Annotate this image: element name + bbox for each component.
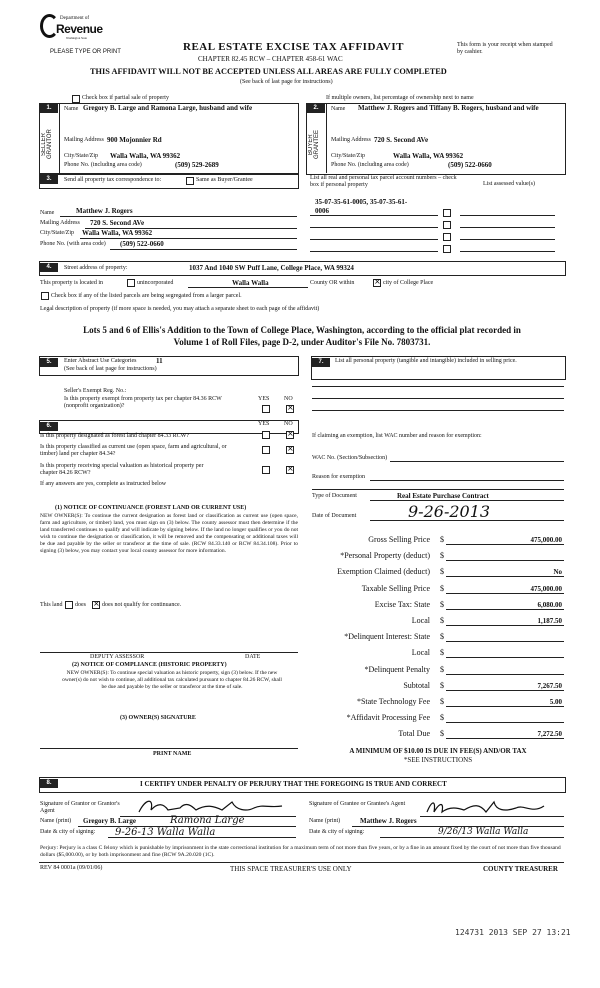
same-as-buyer-label: Same as Buyer/Grantee <box>196 177 253 183</box>
seller-phone-label: Phone No. (including area code) <box>64 162 142 168</box>
current-use-no-checkbox[interactable] <box>286 446 294 454</box>
notice2-title: (2) NOTICE OF COMPLIANCE (HISTORIC PROPERTY) <box>72 662 227 668</box>
segregated-label: Check box if any of the listed parcels are being segregated from a larger parcel. <box>51 293 242 299</box>
calc-underline <box>446 738 564 739</box>
grantor-date-value: 9-26-13 Walla Walla <box>115 827 216 838</box>
unincorporated-label: unincorporated <box>137 280 174 286</box>
section7-number: 7. <box>312 358 330 367</box>
calc-underline <box>446 674 564 675</box>
form-title: REAL ESTATE EXCISE TAX AFFIDAVIT <box>183 41 404 53</box>
does-not-label: does not qualify for continuance. <box>102 602 182 608</box>
reason-label: Reason for exemption <box>312 474 365 480</box>
forest-no-checkbox[interactable] <box>286 431 294 439</box>
section2-number: 2. <box>307 104 325 113</box>
calc-label: Gross Selling Price <box>368 535 430 544</box>
abstract-value: 11 <box>156 357 163 365</box>
calc-value: 1,187.50 <box>537 617 562 625</box>
notice1-title: (1) NOTICE OF CONTINUANCE (FOREST LAND OR CURRENT USE) <box>55 505 247 511</box>
calc-underline <box>446 706 564 707</box>
calc-label: *Delinquent Penalty <box>364 665 430 674</box>
doc-date-label: Date of Document <box>312 513 357 519</box>
does-not-checkbox[interactable] <box>92 601 100 609</box>
grantor-name-hand: Ramona Large <box>170 815 245 826</box>
buyer-phone-label: Phone No. (including area code) <box>331 162 409 168</box>
seller-mailing-value: 900 Mojonnier Rd <box>107 136 162 144</box>
calc-underline <box>446 544 564 545</box>
calc-underline <box>446 657 564 658</box>
buyer-mailing-value: 720 S. Second AVe <box>374 136 429 144</box>
multiple-owners-label: If multiple owners, list percentage of ownership next to name <box>326 95 474 101</box>
deputy-assessor: DEPUTY ASSESSOR <box>90 654 145 660</box>
calc-underline <box>446 576 564 577</box>
section6-yes: YES <box>258 421 270 427</box>
calc-value: 5.00 <box>549 698 562 706</box>
buyer-mailing-label: Mailing Address <box>331 137 371 143</box>
section6-no: NO <box>284 421 293 427</box>
calc-underline <box>446 641 564 642</box>
calc-label: Subtotal <box>403 681 430 690</box>
buyer-phone-value: (509) 522-0660 <box>448 161 492 169</box>
calc-currency: $ <box>440 665 444 674</box>
buyer-city-value: Walla Walla, WA 99362 <box>393 152 464 160</box>
calc-currency: $ <box>440 616 444 625</box>
calc-currency: $ <box>440 648 444 657</box>
doc-type-value: Real Estate Purchase Contract <box>397 492 489 500</box>
calc-currency: $ <box>440 681 444 690</box>
this-land-label: This land <box>40 602 63 608</box>
grantor-name-value: Gregory B. Large <box>83 817 136 825</box>
calc-label: Excise Tax: State <box>374 600 430 609</box>
seller-mailing-label: Mailing Address <box>64 137 104 143</box>
doc-type-label: Type of Document <box>312 493 357 499</box>
minimum-note: A MINIMUM OF $10.00 IS DUE IN FEE(S) AND/OR TAX <box>349 747 527 755</box>
taxpayer-phone-value: (509) 522-0660 <box>120 240 164 248</box>
historic-yes-checkbox[interactable] <box>262 466 270 474</box>
calc-value: 7,267.50 <box>537 682 562 690</box>
calc-underline <box>446 609 564 610</box>
notice1-text: NEW OWNER(S): To continue the current designation as forest land or classification as current use (open space, farm and agriculture, or timber) land, you must sign on (3) below. The county assessor must then determine if the land transferred continues to qualify and will indicate by signing below. If the land no longer qualifies or you do not wish to continue the designation or classification, it will be removed and the compensating or additional taxes will be due and payable by the seller or transferor at the time of sale. (RCW 84.33.140 or RCW 84.34.108). Prior to signing (3) below, you may contact your local county assessor for more information. <box>40 513 298 554</box>
section5-yes: YES <box>258 396 270 402</box>
taxpayer-name-value: Matthew J. Rogers <box>76 207 133 215</box>
calc-label: *Affidavit Processing Fee <box>346 713 430 722</box>
calc-value: 6,080.00 <box>537 601 562 609</box>
unincorporated-checkbox[interactable] <box>127 279 135 287</box>
historic-no-checkbox[interactable] <box>286 466 294 474</box>
parcel-value-1: 35-07-35-61-0005, 35-07-35-61- <box>315 198 408 206</box>
if-yes-note: If any answers are yes, complete as instructed below <box>40 481 167 487</box>
seller-name-value: Gregory B. Large and Ramona Large, husband and wife <box>83 104 253 112</box>
grantor-sig-label: Signature of Grantor or Grantor's Agent <box>40 801 120 814</box>
dor-logo <box>40 12 104 42</box>
taxpayer-mailing-value: 720 S. Second AVe <box>90 219 145 227</box>
forest-yes-checkbox[interactable] <box>262 431 270 439</box>
taxpayer-phone-label: Phone No. (with area code) <box>40 241 106 247</box>
taxpayer-mailing-label: Mailing Address <box>40 220 80 226</box>
grantor-date-label: Date & city of signing: <box>40 829 96 835</box>
parcel-heading: List all real and personal tax parcel account numbers – check box if personal property <box>310 175 457 188</box>
form-number: REV 84 0001a (09/01/06) <box>40 865 103 871</box>
current-use-question: Is this property classified as current use (open space, farm and agricultural, or timber) land per chapter 84.34? <box>40 444 227 457</box>
forest-question: Is this property designated as forest land chapter 84.33 RCW? <box>40 433 189 439</box>
parcel-checkbox-4[interactable] <box>443 245 451 253</box>
form-warning: THIS AFFIDAVIT WILL NOT BE ACCEPTED UNLESS ALL AREAS ARE FULLY COMPLETED <box>90 67 447 76</box>
within-city-checkbox[interactable] <box>373 279 381 287</box>
calc-currency: $ <box>440 600 444 609</box>
see-instructions: *SEE INSTRUCTIONS <box>403 756 473 764</box>
street-label: Street address of property: <box>64 265 128 271</box>
calc-value: No <box>553 568 562 576</box>
assessed-heading: List assessed value(s) <box>483 181 535 187</box>
seller-side-label: SELLER GRANTOR <box>41 129 53 160</box>
current-use-yes-checkbox[interactable] <box>262 446 270 454</box>
print-name-label: PRINT NAME <box>153 751 192 757</box>
certify-statement: I CERTIFY UNDER PENALTY OF PERJURY THAT THE FOREGOING IS TRUE AND CORRECT <box>140 780 447 788</box>
city-label: city of College Place <box>383 280 434 286</box>
buyer-name-label: Name <box>331 106 346 112</box>
exempt-question: Is this property exempt from property tax per chapter 84.36 RCW (nonprofit organization)? <box>64 396 222 409</box>
section4-number: 4. <box>40 263 58 272</box>
grantee-signature <box>424 798 554 823</box>
calc-label: *Delinquent Interest: State <box>344 632 430 641</box>
buyer-city-label: City/State/Zip <box>331 153 365 159</box>
parcel-checkbox-1[interactable] <box>443 209 451 217</box>
assessor-date: DATE <box>245 654 261 660</box>
logo-word: Revenue <box>56 22 103 36</box>
calc-label: Taxable Selling Price <box>361 584 430 593</box>
calc-underline <box>446 690 564 691</box>
calc-label: Exemption Claimed (deduct) <box>337 567 430 576</box>
calc-label: Local <box>411 648 430 657</box>
county-treasurer: COUNTY TREASURER <box>483 865 558 873</box>
calc-underline <box>446 560 564 561</box>
legal-label: Legal description of property (if more space is needed, you may attach a separate sheet to each page of the affidavit) <box>40 306 320 312</box>
section6-number: 6. <box>40 422 58 431</box>
street-value: 1037 And 1040 SW Puff Lane, College Place, WA 99324 <box>189 264 354 272</box>
logo-department: Department of <box>60 16 90 21</box>
grantee-sig-label: Signature of Grantee or Grantee's Agent <box>309 801 406 807</box>
wac-label: WAC No. (Section/Subsection) <box>312 455 388 461</box>
calc-currency: $ <box>440 729 444 738</box>
section5-no: NO <box>284 396 293 402</box>
calc-underline <box>446 625 564 626</box>
treasurer-only: THIS SPACE TREASURER'S USE ONLY <box>230 865 352 873</box>
calc-value: 475,000.00 <box>530 536 562 544</box>
seller-city-value: Walla Walla, WA 99362 <box>110 152 181 160</box>
calc-value: 475,000.00 <box>530 585 562 593</box>
calc-currency: $ <box>440 551 444 560</box>
taxpayer-city-label: City/State/Zip <box>40 230 74 236</box>
treasurer-stamp: 124731 2013 SEP 27 13:21 <box>455 928 571 937</box>
abstract-label: Enter Abstract Use Categories <box>64 358 137 364</box>
partial-sale-label: Check box if partial sale of property <box>82 95 169 101</box>
calc-currency: $ <box>440 584 444 593</box>
grantee-date-label: Date & city of signing: <box>309 829 365 835</box>
segregated-checkbox[interactable] <box>41 292 49 300</box>
buyer-side-label: BUYER GRANTEE <box>308 130 320 160</box>
calc-value: 7,272.50 <box>537 730 562 738</box>
calc-label: *State Technology Fee <box>356 697 430 706</box>
exempt-reg-label: Seller's Exempt Reg. No.: <box>64 388 127 394</box>
section1-number: 1. <box>40 104 58 113</box>
does-label: does <box>75 602 86 608</box>
county-or-within: County OR within <box>310 280 355 286</box>
exempt-yes-checkbox[interactable] <box>262 405 270 413</box>
section8-number: 8. <box>40 779 58 788</box>
historic-question: Is this property receiving special valuation as historical property per chapter 84.26 RCW? <box>40 463 204 476</box>
parcel-checkbox-3[interactable] <box>443 233 451 241</box>
located-label: This property is located in <box>40 280 103 286</box>
receipt-note: This form is your receipt when stamped by cashier. <box>457 42 553 55</box>
personal-property-label: List all personal property (tangible and intangible) included in selling price. <box>335 358 517 364</box>
notice2-text: NEW OWNER(S): To continue special valuation as historic property, sign (3) below. If the new owner(s) do not wish to continue, all additional tax calculated pursuant to chapter 84.26 RCW, shall be due and payable by the seller or transferor at the time of sale. <box>62 670 282 690</box>
section3-number: 3. <box>40 175 58 184</box>
grantee-name-label: Name (print) <box>309 818 341 824</box>
see-back: (See back of last page for instructions) <box>240 79 333 85</box>
calc-currency: $ <box>440 713 444 722</box>
does-checkbox[interactable] <box>65 601 73 609</box>
buyer-name-value: Matthew J. Rogers and Tiffany B. Rogers, husband and wife <box>358 104 539 112</box>
owner-signature-label: (3) OWNER(S) SIGNATURE <box>120 715 196 721</box>
please-type: PLEASE TYPE OR PRINT <box>50 49 121 55</box>
grantor-name-label: Name (print) <box>40 818 72 824</box>
taxpayer-city-value: Walla Walla, WA 99362 <box>82 229 153 237</box>
seller-name-label: Name <box>64 106 79 112</box>
calc-label: Local <box>411 616 430 625</box>
grantee-name-value: Matthew J. Rogers <box>360 817 417 825</box>
perjury-statement: Perjury: Perjury is a class C felony which is punishable by imprisonment in the state correctional institution for a maximum term of not more than five years, or by a fine in an amount fixed by the court of not more than five thousand dollars ($5,000.00), or by both imprisonment and fine (RCW 9A.20.020 (1C). <box>40 845 561 858</box>
parcel-checkbox-2[interactable] <box>443 221 451 229</box>
calc-currency: $ <box>440 535 444 544</box>
calc-underline <box>446 593 564 594</box>
abstract-note: (See back of last page for instructions) <box>64 366 157 372</box>
same-as-buyer-checkbox[interactable] <box>186 177 194 185</box>
calc-currency: $ <box>440 567 444 576</box>
doc-date-value: 9-26-2013 <box>408 502 491 521</box>
calc-underline <box>446 722 564 723</box>
taxpayer-name-label: Name <box>40 210 55 216</box>
exempt-no-checkbox[interactable] <box>286 405 294 413</box>
logo-sub: Washington State <box>66 36 88 40</box>
send-correspondence-label: Send all property tax correspondence to: <box>64 177 162 183</box>
calc-label: *Personal Property (deduct) <box>340 551 430 560</box>
county-value: Walla Walla <box>232 279 269 287</box>
calc-label: Total Due <box>398 729 430 738</box>
section5-number: 5. <box>40 358 58 367</box>
exemption-label: If claiming an exemption, list WAC number and reason for exemption: <box>312 433 482 439</box>
partial-sale-checkbox[interactable] <box>72 95 80 103</box>
calc-currency: $ <box>440 697 444 706</box>
legal-description: Lots 5 and 6 of Ellis's Addition to the Town of College Place, Washington, according to the official plat recorded in Volume 1 of Roll Files, page D-2, under Auditor's File No. 7803731. <box>83 325 521 347</box>
seller-phone-value: (509) 529-2689 <box>175 161 219 169</box>
seller-city-label: City/State/Zip <box>64 153 98 159</box>
form-chapter: CHAPTER 82.45 RCW – CHAPTER 458-61 WAC <box>198 55 343 63</box>
calc-currency: $ <box>440 632 444 641</box>
grantee-signature-icon <box>424 798 554 818</box>
grantee-date-value: 9/26/13 Walla Walla <box>438 827 529 837</box>
parcel-value-2: 0006 <box>315 207 329 215</box>
